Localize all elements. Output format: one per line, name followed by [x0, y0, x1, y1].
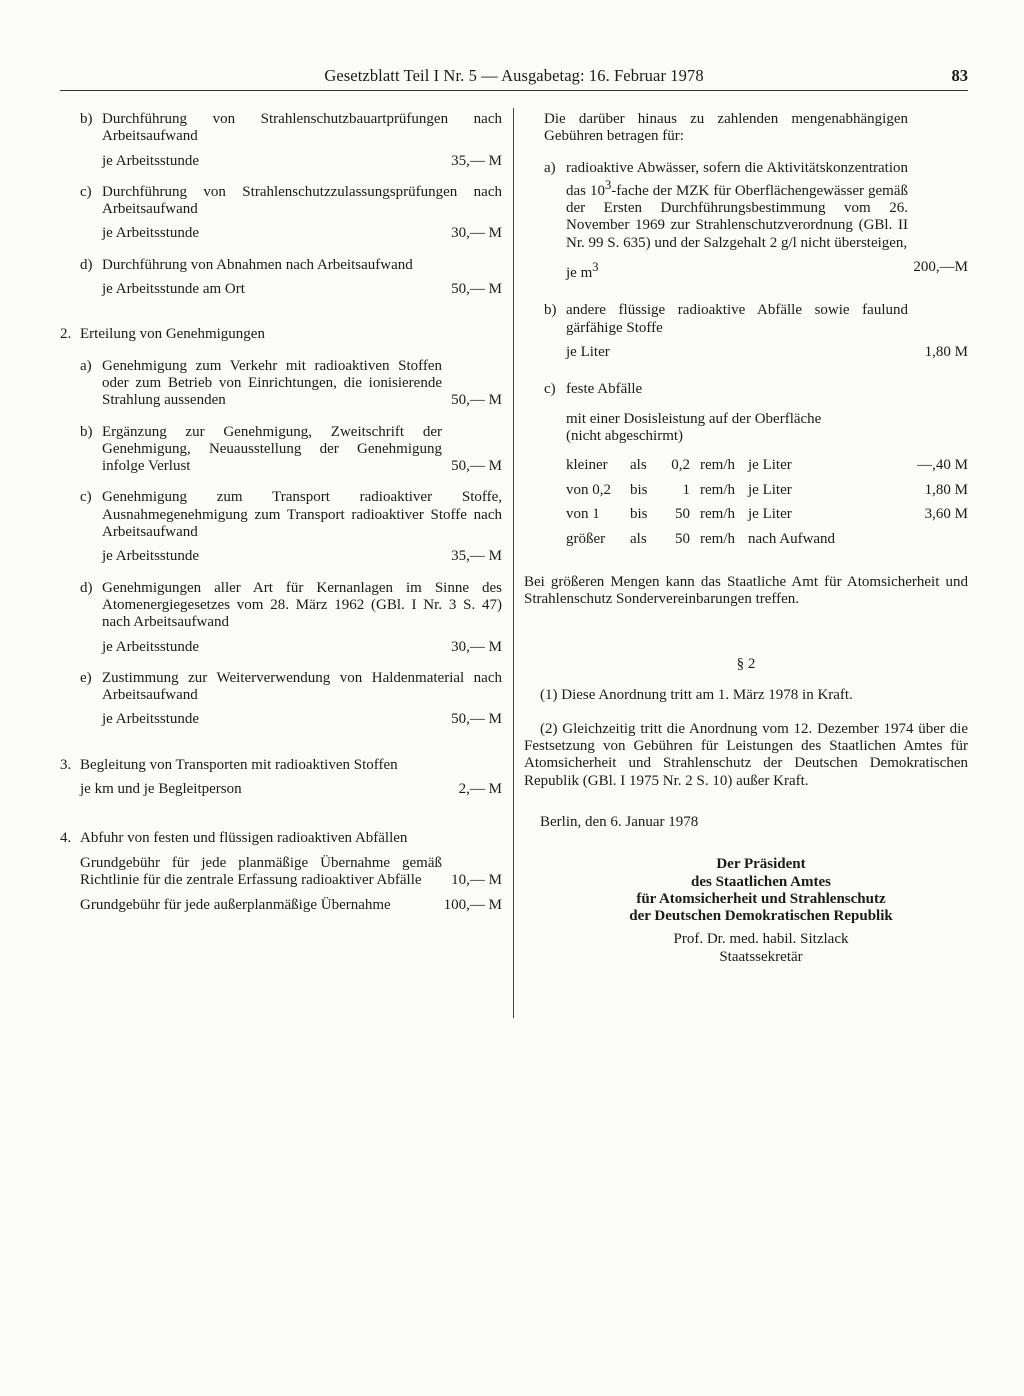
- fee-amount: 50,— M: [451, 458, 502, 475]
- fee-amount: 50,— M: [451, 711, 502, 728]
- closing-paragraph: Bei größeren Mengen kann das Staatliche Amt für Atomsicherheit und Strahlenschutz Sondervereinbarungen treffen.: [524, 573, 968, 607]
- superscript: 3: [592, 260, 599, 275]
- item-text: Durchführung von Strahlenschutzbauartprüfungen nach Arbeitsaufwand: [102, 111, 502, 145]
- cell: nach Aufwand: [748, 530, 836, 547]
- item-text: Genehmigung zum Verkehr mit radioaktiven Stoffen oder zum Betrieb von Einrichtungen, die ionisierende Strahlung aussenden: [102, 357, 442, 409]
- table-row: [566, 482, 968, 507]
- left-column: [60, 111, 502, 915]
- item-2e: [60, 670, 502, 705]
- unit-text: je m: [566, 265, 593, 282]
- cell: rem/h: [700, 457, 735, 474]
- fee-line: [60, 153, 502, 170]
- section-text: Begleitung von Transporten mit radioaktiven Stoffen: [80, 756, 398, 773]
- item-marker: c): [544, 381, 556, 398]
- header-title: Gesetzblatt Teil I Nr. 5 — Ausgabetag: 16. Februar 1978: [324, 66, 704, 85]
- place-date: Berlin, den 6. Januar 1978: [540, 813, 699, 830]
- item-text: Genehmigung zum Transport radioaktiver Stoffe, Ausnahmegenehmigung zum Transport radioaktiver Stoffe nach Arbeitsaufwand: [102, 489, 502, 541]
- fee-line: [60, 711, 502, 728]
- item-a: [524, 160, 968, 252]
- fee-line: [60, 225, 502, 242]
- item-text: Durchführung von Strahlenschutzzulassungsprüfungen nach Arbeitsaufwand: [102, 183, 502, 218]
- signer-title: Staatssekretär: [719, 948, 803, 965]
- item-text: Durchführung von Abnahmen nach Arbeitsaufwand: [102, 256, 413, 273]
- text-part: -fache der MZK für Oberflächengewässer gemäß der Ersten Durchführungsbestimmung vom 26. November 1969 zur Strahlenschutzverordnung (GBl. II Nr. 99 S. 635) und der Salzgehalt 2 g/l nicht übersteigen,: [566, 182, 908, 251]
- fee-amount: 50,— M: [451, 281, 502, 298]
- intro-text: Die darüber hinaus zu zahlenden mengenabhängigen Gebühren betragen für:: [544, 111, 908, 145]
- cell: rem/h: [700, 506, 735, 523]
- fee-line: [524, 259, 968, 282]
- item-text: andere flüssige radioaktive Abfälle sowie faulund gärfähige Stoffe: [566, 302, 908, 336]
- fee-line: [60, 281, 502, 298]
- item-marker: b): [544, 302, 557, 319]
- page-number: 83: [951, 66, 968, 85]
- cell: je Liter: [748, 457, 792, 474]
- fee-amount: 1,80 M: [924, 343, 968, 360]
- signature-line: für Atomsicherheit und Strahlenschutz: [636, 890, 886, 907]
- cell: 0,2: [671, 457, 690, 474]
- fee-unit: je Arbeitsstunde am Ort: [102, 281, 245, 298]
- text-part: radioaktive Abwässer, sofern die Aktivitätskonzentration das 10: [566, 159, 908, 199]
- item-1d: [60, 257, 502, 274]
- item-b: [524, 302, 968, 337]
- fee-unit: je Arbeitsstunde: [102, 225, 200, 242]
- fee-amount: 100,— M: [443, 897, 502, 914]
- cell: je Liter: [748, 481, 792, 498]
- fee-line: [60, 781, 502, 798]
- item-1c: [60, 184, 502, 219]
- cell: rem/h: [700, 481, 735, 498]
- section-heading: § 2: [736, 656, 756, 673]
- item-text: feste Abfälle: [566, 381, 643, 398]
- fee-amount: 1,80 M: [924, 481, 968, 498]
- fee-text: Grundgebühr für jede planmäßige Übernahme gemäß Richtlinie für die zentrale Erfassung radioaktiver Abfälle: [80, 854, 442, 888]
- item-marker: d): [80, 579, 93, 596]
- item-marker: a): [544, 159, 556, 176]
- page-header: [60, 64, 968, 91]
- item-text: [566, 160, 968, 252]
- column-divider: [513, 108, 514, 1018]
- item-marker: a): [80, 357, 92, 374]
- item-2a: [60, 358, 502, 410]
- cell: als: [630, 457, 647, 474]
- section-3: [60, 757, 502, 774]
- cell: von 0,2: [566, 481, 611, 498]
- fee-amount: 30,— M: [451, 638, 502, 655]
- item-2b: [60, 424, 502, 476]
- item-text: Ergänzung zur Genehmigung, Zweitschrift der Genehmigung, Neuausstellung der Genehmigung infolge Verlust: [102, 423, 442, 475]
- right-column: [524, 111, 968, 966]
- cell: 1: [682, 481, 690, 498]
- cell: 50: [675, 506, 690, 523]
- superscript: 3: [605, 177, 612, 192]
- cell: als: [630, 530, 647, 547]
- fee-unit: je km und je Begleitperson: [80, 781, 242, 798]
- item-marker: e): [80, 669, 92, 686]
- fee-amount: 3,60 M: [924, 506, 968, 523]
- fee-line: [524, 344, 968, 361]
- table-row: [566, 506, 968, 531]
- section-marker: 2.: [60, 326, 72, 343]
- fee-line: [60, 548, 502, 565]
- item-marker: c): [80, 183, 92, 200]
- fee-paragraph: [60, 897, 502, 914]
- fee-amount: 35,— M: [451, 548, 502, 565]
- fee-amount: 35,— M: [451, 152, 502, 169]
- fee-line: [60, 639, 502, 656]
- cell: von 1: [566, 506, 600, 523]
- dose-rate-table: [566, 457, 968, 555]
- cell: rem/h: [700, 530, 735, 547]
- fee-amount: 200,—M: [913, 259, 968, 276]
- paragraph-2: (2) Gleichzeitig tritt die Anordnung vom 12. Dezember 1974 über die Festsetzung von Gebühren für Leistungen des Staatlichen Amtes für Atomsicherheit und Strahlenschutz der Deutschen Demokratischen Republik (GBl. I 1975 Nr. 2 S. 10) außer Kraft.: [524, 720, 968, 789]
- cell: je Liter: [748, 506, 792, 523]
- fee-unit: je Liter: [566, 343, 610, 360]
- fee-paragraph: [60, 855, 502, 890]
- signature-block: [524, 856, 968, 966]
- paragraph-1: (1) Diese Anordnung tritt am 1. März 1978 in Kraft.: [540, 687, 853, 704]
- section-title: Erteilung von Genehmigungen: [80, 326, 265, 343]
- item-text: Genehmigungen aller Art für Kernanlagen im Sinne des Atomenergiegesetzes vom 28. März 1962 (GBl. I Nr. 3 S. 47) nach Arbeitsaufwand: [102, 579, 502, 631]
- signature-line: Der Präsident: [716, 856, 806, 873]
- item-c: [524, 381, 968, 398]
- cell: größer: [566, 530, 606, 547]
- fee-unit: [566, 259, 599, 282]
- section-marker: 3.: [60, 756, 72, 773]
- cell: kleiner: [566, 457, 608, 474]
- item-marker: b): [80, 423, 93, 440]
- item-subtext: mit einer Dosisleistung auf der Oberfläche (nicht abgeschirmt): [566, 410, 822, 444]
- item-marker: d): [80, 256, 93, 273]
- section-2: [60, 326, 502, 343]
- fee-amount: 50,— M: [451, 392, 502, 409]
- fee-amount: —,40 M: [917, 457, 968, 474]
- fee-amount: [868, 531, 968, 556]
- signature-line: des Staatlichen Amtes: [691, 873, 831, 890]
- item-1b: [60, 111, 502, 146]
- section-text: Abfuhr von festen und flüssigen radioaktiven Abfällen: [80, 830, 408, 847]
- signer-name: Prof. Dr. med. habil. Sitzlack: [673, 931, 849, 948]
- fee-amount: 2,— M: [458, 781, 502, 798]
- table-row: [566, 531, 968, 556]
- fee-unit: je Arbeitsstunde: [102, 638, 200, 655]
- fee-unit: je Arbeitsstunde: [102, 152, 200, 169]
- fee-unit: je Arbeitsstunde: [102, 548, 200, 565]
- fee-unit: je Arbeitsstunde: [102, 711, 200, 728]
- table-row: [566, 457, 968, 482]
- fee-amount: 30,— M: [451, 225, 502, 242]
- item-marker: b): [80, 111, 93, 127]
- cell: bis: [630, 481, 648, 498]
- cell: 50: [675, 530, 690, 547]
- section-marker: 4.: [60, 830, 72, 847]
- cell: bis: [630, 506, 648, 523]
- item-2c: [60, 489, 502, 541]
- fee-amount: 10,— M: [451, 871, 502, 888]
- item-text: Zustimmung zur Weiterverwendung von Haldenmaterial nach Arbeitsaufwand: [102, 669, 502, 704]
- signature-line: der Deutschen Demokratischen Republik: [629, 908, 893, 925]
- fee-text: Grundgebühr für jede außerplanmäßige Übernahme: [80, 897, 391, 914]
- section-4: [60, 830, 502, 847]
- item-2d: [60, 580, 502, 632]
- item-marker: c): [80, 489, 92, 506]
